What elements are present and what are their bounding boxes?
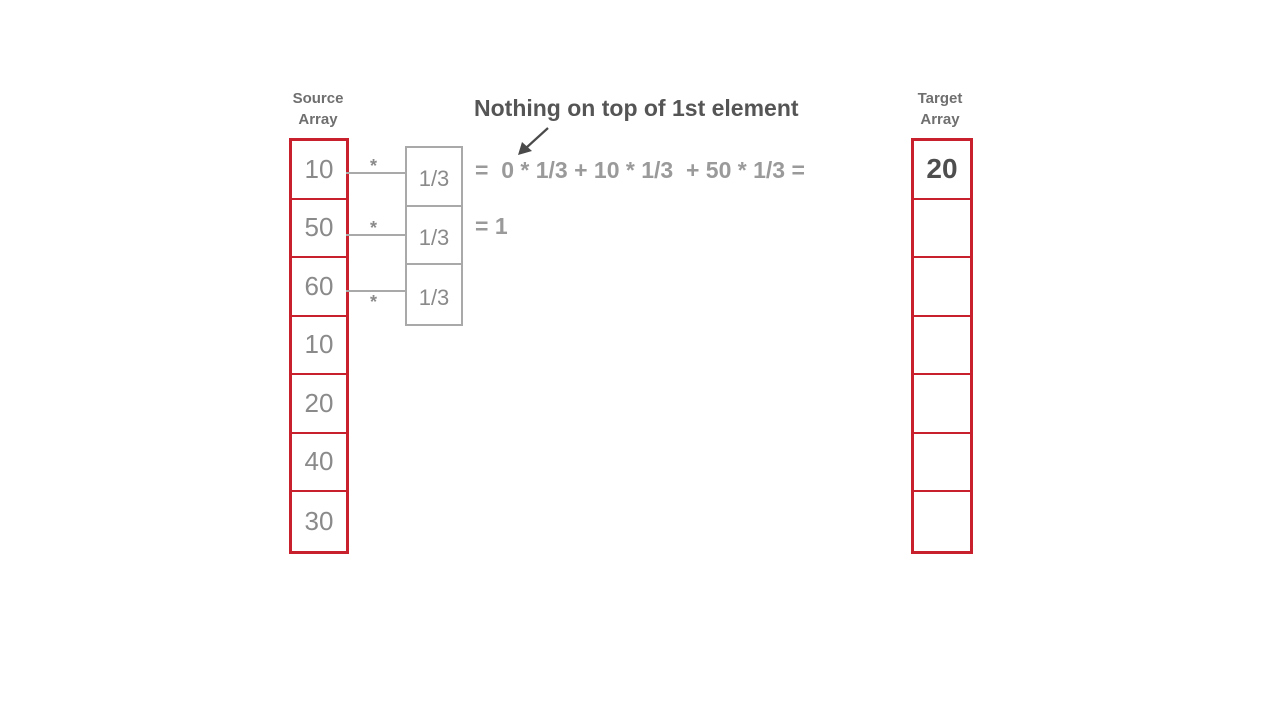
formula-line-2: = 1 (475, 213, 508, 239)
kernel-cell: 1/3 (407, 207, 461, 266)
source-array-cell: 50 (292, 200, 346, 259)
source-array-title-line1: Source (292, 90, 344, 107)
source-array-cell: 30 (304, 505, 334, 536)
annotation-arrow-icon (510, 124, 556, 160)
multiply-sign: * (370, 156, 378, 176)
source-array-title (278, 88, 358, 130)
kernel (405, 146, 463, 326)
target-array-cell (914, 317, 970, 376)
multiply-sign: * (370, 218, 378, 238)
source-array-cell: 60 (292, 258, 346, 317)
target-array-cell (914, 200, 970, 259)
multiply-sign: * (370, 292, 378, 312)
target-array (911, 138, 973, 554)
target-array-cell (914, 258, 970, 317)
target-array-cell (914, 434, 970, 493)
source-array (289, 138, 349, 554)
source-array-cell: 10 (292, 317, 346, 376)
source-array-cell: 20 (292, 375, 346, 434)
target-array-title (900, 88, 980, 130)
target-array-cell (914, 492, 970, 551)
target-array-title-line1: Target (917, 90, 963, 107)
kernel-cell: 1/3 (418, 284, 450, 310)
kernel-cell: 1/3 (407, 148, 461, 207)
formula-line-1: = 0 * 1/3 + 10 * 1/3 + 50 * 1/3 = (475, 157, 805, 183)
annotation-text: Nothing on top of 1st element (474, 95, 799, 121)
source-array-title-line2: Array (298, 111, 338, 128)
target-array-title-line2: Array (920, 111, 960, 128)
source-array-cell: 10 (292, 141, 346, 200)
target-array-cell (914, 375, 970, 434)
target-array-cell: 20 (914, 141, 970, 200)
source-array-cell: 40 (292, 434, 346, 493)
